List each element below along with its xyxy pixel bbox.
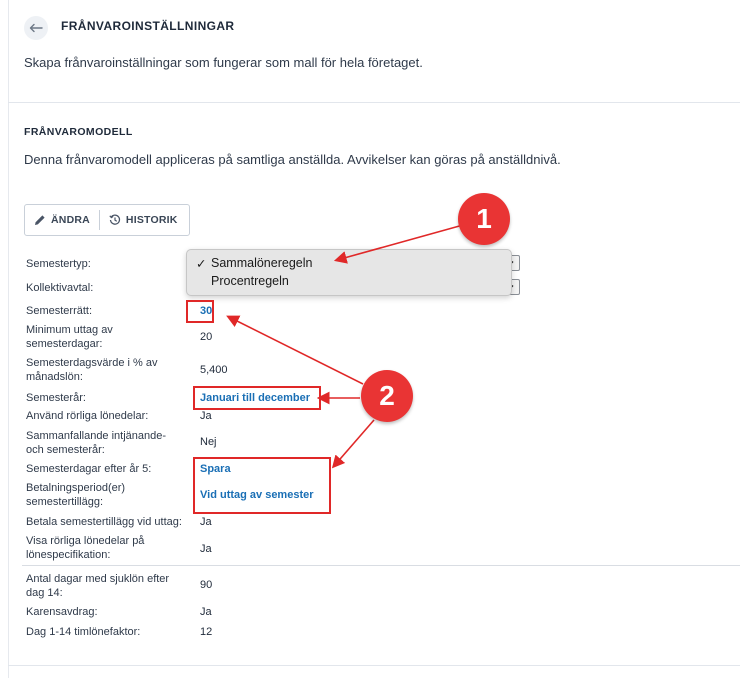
- row-value-sjuklon: 90: [200, 579, 213, 591]
- row-label-sammanfallande: Sammanfallande intjänande- och semesterår:: [26, 430, 167, 456]
- row-label-semestertyp: Semestertyp:: [26, 258, 91, 270]
- edit-button-label: ÄNDRA: [51, 214, 90, 226]
- row-label-betala-semestertillagg: Betala semestertillägg vid uttag:: [26, 516, 182, 528]
- row-value-betala-semestertillagg: Ja: [200, 516, 212, 528]
- row-label-semesterdagar-efter-ar-5: Semesterdagar efter år 5:: [26, 463, 152, 475]
- row-value-betalningsperiod[interactable]: Vid uttag av semester: [200, 489, 314, 501]
- row-label-rorliga-lonedelar: Använd rörliga lönedelar:: [26, 410, 149, 422]
- row-value-semesterar[interactable]: Januari till december: [200, 392, 311, 404]
- row-value-rorliga-lonedelar: Ja: [200, 410, 212, 422]
- row-value-semesterratt[interactable]: 30: [200, 305, 213, 317]
- row-label-sjuklon: Antal dagar med sjuklön efter dag 14:: [26, 573, 170, 599]
- row-value-sammanfallande: Nej: [200, 436, 217, 448]
- row-label-karensavdrag: Karensavdrag:: [26, 606, 98, 618]
- row-value-minimum-uttag: 20: [200, 331, 213, 343]
- row-value-visa-rorliga: Ja: [200, 543, 212, 555]
- row-label-timlonefaktor: Dag 1-14 timlönefaktor:: [26, 626, 141, 638]
- row-label-betalningsperiod: Betalningsperiod(er) semestertillägg:: [26, 482, 126, 508]
- arrow-badge1-to-dropdown: [337, 225, 463, 260]
- row-label-semesterar: Semesterår:: [26, 392, 86, 404]
- row-label-semesterratt: Semesterrätt:: [26, 305, 93, 317]
- section-description: Denna frånvaromodell appliceras på samtliga anställda. Avvikelser kan göras på anställdnivå.: [24, 152, 561, 167]
- page-title: FRÅNVAROINSTÄLLNINGAR: [61, 19, 235, 33]
- history-button-label: HISTORIK: [125, 214, 178, 226]
- check-icon: ✓: [196, 257, 207, 271]
- row-label-visa-rorliga: Visa rörliga lönedelar på lönespecifikation:: [26, 535, 145, 561]
- arrow-badge2-to-semesterdagar: [334, 420, 374, 466]
- dropdown-option-label: Sammalöneregeln: [211, 256, 313, 270]
- row-label-semesterdagsvarde: Semesterdagsvärde i % av månadslön:: [26, 357, 158, 383]
- page-subtitle: Skapa frånvaroinställningar som fungerar som mall för hela företaget.: [24, 55, 423, 70]
- dropdown-option-label: Procentregeln: [211, 274, 289, 288]
- row-value-semesterdagsvarde: 5,400: [200, 364, 228, 376]
- annotation-badge-2: 2: [361, 370, 413, 422]
- arrow-badge2-to-semesterratt: [229, 317, 363, 384]
- row-value-semesterdagar-efter-ar-5[interactable]: Spara: [200, 463, 231, 475]
- row-label-minimum-uttag: Minimum uttag av semesterdagar:: [26, 324, 113, 350]
- annotation-badge-1: 1: [458, 193, 510, 245]
- row-label-kollektivavtal: Kollektivavtal:: [26, 282, 94, 294]
- row-value-timlonefaktor: 12: [200, 626, 213, 638]
- row-value-karensavdrag: Ja: [200, 606, 212, 618]
- section-title: FRÅNVAROMODELL: [24, 126, 133, 138]
